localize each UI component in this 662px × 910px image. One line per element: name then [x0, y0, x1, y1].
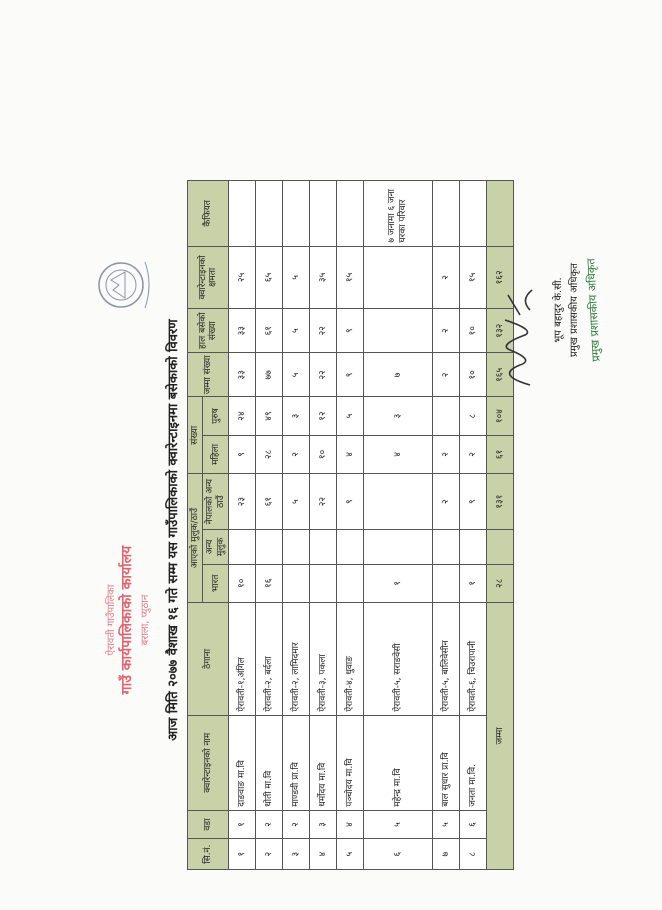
cell-remarks	[460, 181, 487, 247]
cell-name: जनता मा.वि.	[460, 715, 487, 810]
cell-remarks	[229, 181, 256, 247]
municipality-name: ऐरावती गाउँपालिका	[106, 584, 117, 656]
cell-female: २	[433, 435, 460, 473]
cell-sn: ३	[283, 839, 310, 870]
cell-remarks	[283, 181, 310, 247]
cell-location: ऐरावती-२, बर्दला	[256, 602, 283, 715]
cell-name: महेन्द्र मा.वि	[364, 715, 433, 810]
table-row	[364, 181, 433, 870]
cell-sn: ५	[337, 839, 364, 870]
cell-male: २४	[229, 397, 256, 435]
cell-total: २	[433, 353, 460, 397]
signatory-role: प्रमुख प्रशासकीय अधिकृत	[569, 263, 580, 357]
cell-india: १	[364, 564, 433, 602]
cell-capacity: २५	[229, 246, 256, 308]
cell-other-nepal: ९	[460, 474, 487, 530]
document-title: आज मिति २०७७ वैशाख १६ गते सम्म यस गाउँपालिकाको क्वारेन्टाइनमा बसेकाको विवरण	[166, 319, 181, 741]
official-stamp: प्रमुख प्रशासकीय अधिकृत	[584, 258, 603, 362]
cell-location: ऐरावती-४, धुवाङ	[337, 602, 364, 715]
total-other-nepal: १३१	[487, 474, 514, 530]
cell-capacity: १५	[337, 246, 364, 308]
cell-other-country	[337, 530, 364, 565]
cell-current	[364, 309, 433, 353]
cell-remarks	[337, 181, 364, 247]
cell-name: धर्मोदय मा.वि	[310, 715, 337, 810]
cell-male: ३	[283, 397, 310, 435]
header-arrived-from: आएको मुलुक/ठाउँ	[188, 474, 203, 603]
quarantine-table	[187, 180, 514, 870]
cell-male	[433, 397, 460, 435]
header-current: हाल बसेको संख्या	[188, 309, 229, 353]
cell-name: धोती मा.वि	[256, 715, 283, 810]
cell-ward: ५	[364, 810, 433, 839]
cell-remarks	[310, 181, 337, 247]
cell-female: २	[460, 435, 487, 473]
total-capacity: १६२	[487, 246, 514, 308]
header-count: संख्या	[188, 397, 203, 474]
cell-total: ७	[364, 353, 433, 397]
cell-current: ३३	[229, 309, 256, 353]
cell-current: ५	[283, 309, 310, 353]
cell-india: १६	[256, 564, 283, 602]
cell-male: ८	[460, 397, 487, 435]
total-male: १०४	[487, 397, 514, 435]
total-label: जम्मा	[487, 602, 514, 869]
cell-total: ५	[283, 353, 310, 397]
cell-india	[433, 564, 460, 602]
cell-capacity: १५	[460, 246, 487, 308]
table-row	[256, 181, 283, 870]
cell-other-country	[310, 530, 337, 565]
cell-other-nepal: ६१	[256, 474, 283, 530]
cell-ward: ४	[337, 810, 364, 839]
cell-female: १०	[310, 435, 337, 473]
cell-sn: ४	[310, 839, 337, 870]
cell-location: ऐरावती-५, बालिवेसीन	[433, 602, 460, 715]
header-sn: सि.नं.	[188, 839, 229, 870]
cell-other-nepal: ५	[283, 474, 310, 530]
header-remarks: कैफियत	[188, 181, 229, 247]
cell-other-country	[256, 530, 283, 565]
cell-other-nepal	[364, 474, 433, 530]
cell-total: ३३	[229, 353, 256, 397]
office-address: बराला, प्युठान	[140, 594, 151, 646]
table-row	[310, 181, 337, 870]
total-india: २८	[487, 564, 514, 602]
cell-current: १०	[460, 309, 487, 353]
cell-india	[310, 564, 337, 602]
cell-sn: १	[229, 839, 256, 870]
cell-current: ६१	[256, 309, 283, 353]
header-total: जम्मा संख्या	[188, 353, 229, 397]
letterhead	[95, 180, 185, 880]
table-row	[460, 181, 487, 870]
cell-male: ३	[364, 397, 433, 435]
cell-capacity: २	[433, 246, 460, 308]
cell-sn: ६	[364, 839, 433, 870]
header-capacity: क्वारेन्टाइनको क्षमता	[188, 246, 229, 308]
cell-current: २	[433, 309, 460, 353]
cell-total: १०	[460, 353, 487, 397]
office-name: गाउँ कार्यपालिकाको कार्यालय	[119, 545, 135, 695]
cell-remarks	[433, 181, 460, 247]
cell-total: ७७	[256, 353, 283, 397]
total-female: ६१	[487, 435, 514, 473]
header-location: ठेगाना	[188, 602, 229, 715]
cell-female: ४	[337, 435, 364, 473]
cell-other-country	[433, 530, 460, 565]
cell-current: २२	[310, 309, 337, 353]
cell-male: १२	[310, 397, 337, 435]
header-ward: वडा	[188, 810, 229, 839]
cell-other-nepal: २३	[229, 474, 256, 530]
cell-india: १०	[229, 564, 256, 602]
cell-india: १	[460, 564, 487, 602]
cell-other-country	[460, 530, 487, 565]
cell-capacity: ३५	[310, 246, 337, 308]
cell-other-country	[229, 530, 256, 565]
table-row	[283, 181, 310, 870]
cell-other-nepal: २२	[310, 474, 337, 530]
cell-remarks	[256, 181, 283, 247]
cell-india	[337, 564, 364, 602]
cell-sn: ७	[433, 839, 460, 870]
table-row	[337, 181, 364, 870]
cell-name: पञ्चोदय मा.वि	[337, 715, 364, 810]
rotated-document	[95, 180, 615, 880]
signatory-name: भूप बहादुर के.सी.	[553, 277, 564, 343]
cell-location: ऐरावती-१,अंगिल	[229, 602, 256, 715]
handwritten-signature	[490, 280, 545, 390]
cell-other-country	[283, 530, 310, 565]
cell-location: ऐरावती-५, सराङवेसी	[364, 602, 433, 715]
cell-ward: ६	[460, 810, 487, 839]
total-current: १३२	[487, 309, 514, 353]
cell-female: ९	[229, 435, 256, 473]
cell-ward: १	[229, 810, 256, 839]
header-female: महिला	[203, 435, 229, 473]
cell-location: ऐरावती-२, लामिदमार	[283, 602, 310, 715]
cell-other-country	[364, 530, 433, 565]
cell-male: ४९	[256, 397, 283, 435]
cell-sn: २	[256, 839, 283, 870]
cell-female: ४	[364, 435, 433, 473]
total-other-country	[487, 530, 514, 565]
cell-capacity: ५	[283, 246, 310, 308]
cell-ward: २	[283, 810, 310, 839]
municipality-seal	[95, 250, 153, 320]
cell-ward: ५	[433, 810, 460, 839]
cell-remarks: ७ जनामा ६ जना घरका परिवार	[364, 181, 433, 247]
total-total: १६५	[487, 353, 514, 397]
cell-ward: ३	[310, 810, 337, 839]
cell-male: ५	[337, 397, 364, 435]
cell-location: ऐरावती-३, पकला	[310, 602, 337, 715]
header-india: भारत	[203, 564, 229, 602]
cell-capacity	[364, 246, 433, 308]
cell-female: २८	[256, 435, 283, 473]
cell-current: ९	[337, 309, 364, 353]
cell-name: बाल सुधार प्रा.वि	[433, 715, 460, 810]
table-row	[433, 181, 460, 870]
cell-ward: २	[256, 810, 283, 839]
cell-total: २२	[310, 353, 337, 397]
signature-block	[490, 190, 615, 410]
cell-other-nepal: ९	[337, 474, 364, 530]
cell-name: माण्डवी प्रा.वि	[283, 715, 310, 810]
cell-sn: ८	[460, 839, 487, 870]
header-other-country: अन्य मुलुक	[203, 530, 229, 565]
header-quarantine-name: क्वारेन्टाइनको नाम	[188, 715, 229, 810]
table-row	[229, 181, 256, 870]
cell-other-nepal: २	[433, 474, 460, 530]
cell-india	[283, 564, 310, 602]
header-other-nepal: नेपालको अन्य ठाउँ	[203, 474, 229, 530]
cell-capacity: ६५	[256, 246, 283, 308]
cell-female: २	[283, 435, 310, 473]
cell-location: ऐरावती-६, चिउरापानी	[460, 602, 487, 715]
header-male: पुरुष	[203, 397, 229, 435]
cell-name: दाङवाङ मा.वि	[229, 715, 256, 810]
cell-total: ९	[337, 353, 364, 397]
